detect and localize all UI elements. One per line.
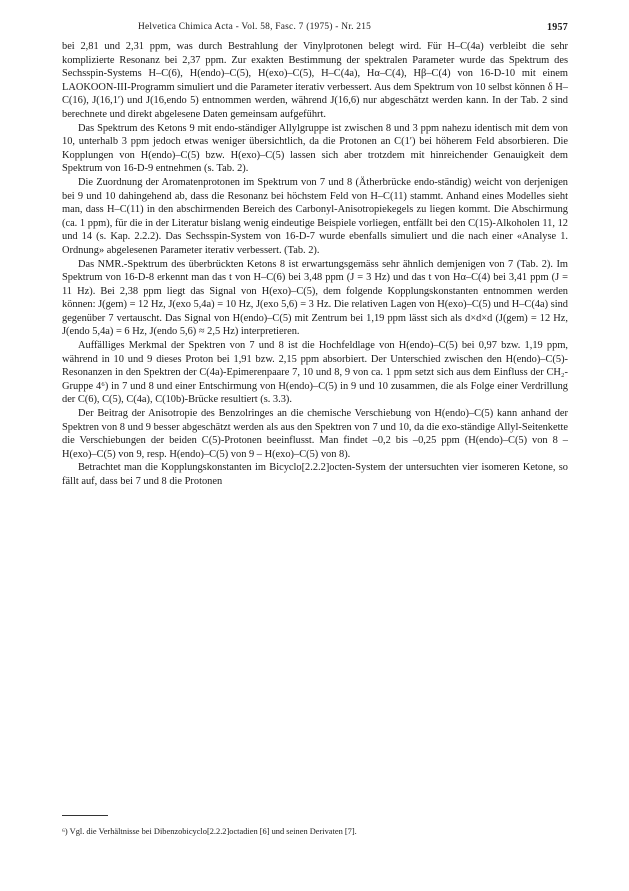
paragraph: bei 2,81 und 2,31 ppm, was durch Bestrahlung der Vinylprotonen belegt wird. Für H–C(4a) verbleibt die sehr komplizierte Resonanz bei 2,37 ppm. Zur exakten Bestimmung der spektralen Parameter wurde das Spektrum des Sechsspin-Systems H–C(6), H(endo)–C(5), H(exo)–C(5), H–C(4a), Hα–C(4), Hβ–C(4) von 16-D-10 mit einem LAOKOON-III-Programm simuliert und die Parameter iterativ verbessert. Aus dem Spektrum von 10 selbst können δ H–C(16), J(16,1′) und J(16,endo 5) entnommen werden, während J(16,6) nur abgeschätzt werden kann. In der Tab. 2 sind berechnete und direkt abgelesene Daten gemeinsam aufgeführt. [62,41,568,120]
running-head: Helvetica Chimica Acta - Vol. 58, Fasc. 7 (1975) - Nr. 215 [138,22,372,32]
footnote: ⁶) Vgl. die Verhältnisse bei Dibenzobicyclo[2.2.2]octadien [6] und seinen Derivaten [7]. [62,827,357,836]
paragraph: Betrachtet man die Kopplungskonstanten im Bicyclo[2.2.2]octen-System der untersuchten vier isomeren Ketone, so fällt auf, dass bei 7 und 8 die Protonen [62,462,568,487]
paragraph: Auffälliges Merkmal der Spektren von 7 und 8 ist die Hochfeldlage von H(endo)–C(5) bei 0,97 bzw. 1,19 ppm, während in 10 und 9 dieses Proton bei 1,91 bzw. 2,15 ppm absorbiert. Der Unterschied zwischen den H(endo)–C(5)-Resonanzen in den Spektren der C(4a)-Epimerenpaare 7, 10 und 8, 9 von ca. 1 ppm setzt sich aus dem Einfluss der CH₂-Gruppe 4⁶) in 7 und 8 und einer Entschirmung von H(endo)–C(5) in 9 und 10 zusammen, die als Folge einer Verdrillung der C(6), C(5), C(4a), C(10b)-Brücke resultiert (s. 3.3). [62,340,568,406]
paragraph: Das NMR.-Spektrum des überbrückten Ketons 8 ist erwartungsgemäss sehr ähnlich demjenigen von 7 (Tab. 2). Im Spektrum von 16-D-8 erkennt man das t von H–C(6) bei 3,48 ppm (J = 3 Hz) und das t von Hα–C(4) bei 3,41 ppm (J = 11 Hz). Bei 2,38 ppm liegt das Signal von H(exo)–C(5), dem folgende Kopplungskonstanten entnommen werden können: J(gem) = 12 Hz, J(exo 5,4a) = 10 Hz, J(exo 5,6) = 3 Hz. Die relativen Lagen von H(exo)–C(5) und H–C(4a) sind gegenüber 7 vertauscht. Das Signal von H(endo)–C(5) mit Zentrum bei 1,19 ppm lässt sich als d×d×d (J(gem) = 12 Hz, J(endo 5,4a) = 6 Hz, J(endo 5,6) ≈ 2,5 Hz) interpretieren. [62,258,568,338]
body-text [62,40,568,489]
paragraph: Die Zuordnung der Aromatenprotonen im Spektrum von 7 und 8 (Ätherbrücke endo-ständig) weicht von derjenigen bei 9 und 10 dahingehend ab, dass die Resonanz bei höchstem Feld von H–C(11) stammt. Anhand eines Modelles sieht man, dass H–C(11) in den abschirmenden Bereich des Carbonyl-Anisotropiekegels zu liegen kommt. Die Abschirmung (ca. 1 ppm), für die in der Literatur bislang wenig eindeutige Beispiele vorliegen, entfällt bei den C(15)-Alkoholen 11, 12 und 14 (s. Kap. 2.2.2). Das Sechsspin-System von 16-D-7 wurde ebenfalls simuliert und die nach einer «Analyse 1. Ordnung» abgelesenen Parameter iterativ verbessert. (Tab. 2). [62,176,568,256]
page-number: 1957 [547,22,568,33]
paragraph: Das Spektrum des Ketons 9 mit endo-ständiger Allylgruppe ist zwischen 8 und 3 ppm nahezu identisch mit dem von 10, unterhalb 3 ppm jedoch etwas weniger übersichtlich, da die Protonen an C(1′) bei höherem Feld absorbieren. Die Kopplungen von H(endo)–C(5) bzw. H(exo)–C(5) lassen sich aber trotzdem mit hinreichender Genauigkeit dem Spektrum von 16-D-9 entnehmen (s. Tab. 2). [62,122,568,175]
footnote-rule [62,815,108,816]
paragraph: Der Beitrag der Anisotropie des Benzolringes an die chemische Verschiebung von H(endo)–C(5) kann anhand der Spektren von 8 und 9 besser abgeschätzt werden als aus den Spektren von 7 und 10, da die exo-ständige Allyl-Seitenkette die Verschiebungen der beiden C(5)-Protonen beeinflusst. Man findet –0,2 bis –0,25 ppm (H(endo)–C(5) von 8 – H(exo)–C(5) von 9, resp. H(endo)–C(5) von 9 – H(exo)–C(5) von 8). [62,408,568,460]
